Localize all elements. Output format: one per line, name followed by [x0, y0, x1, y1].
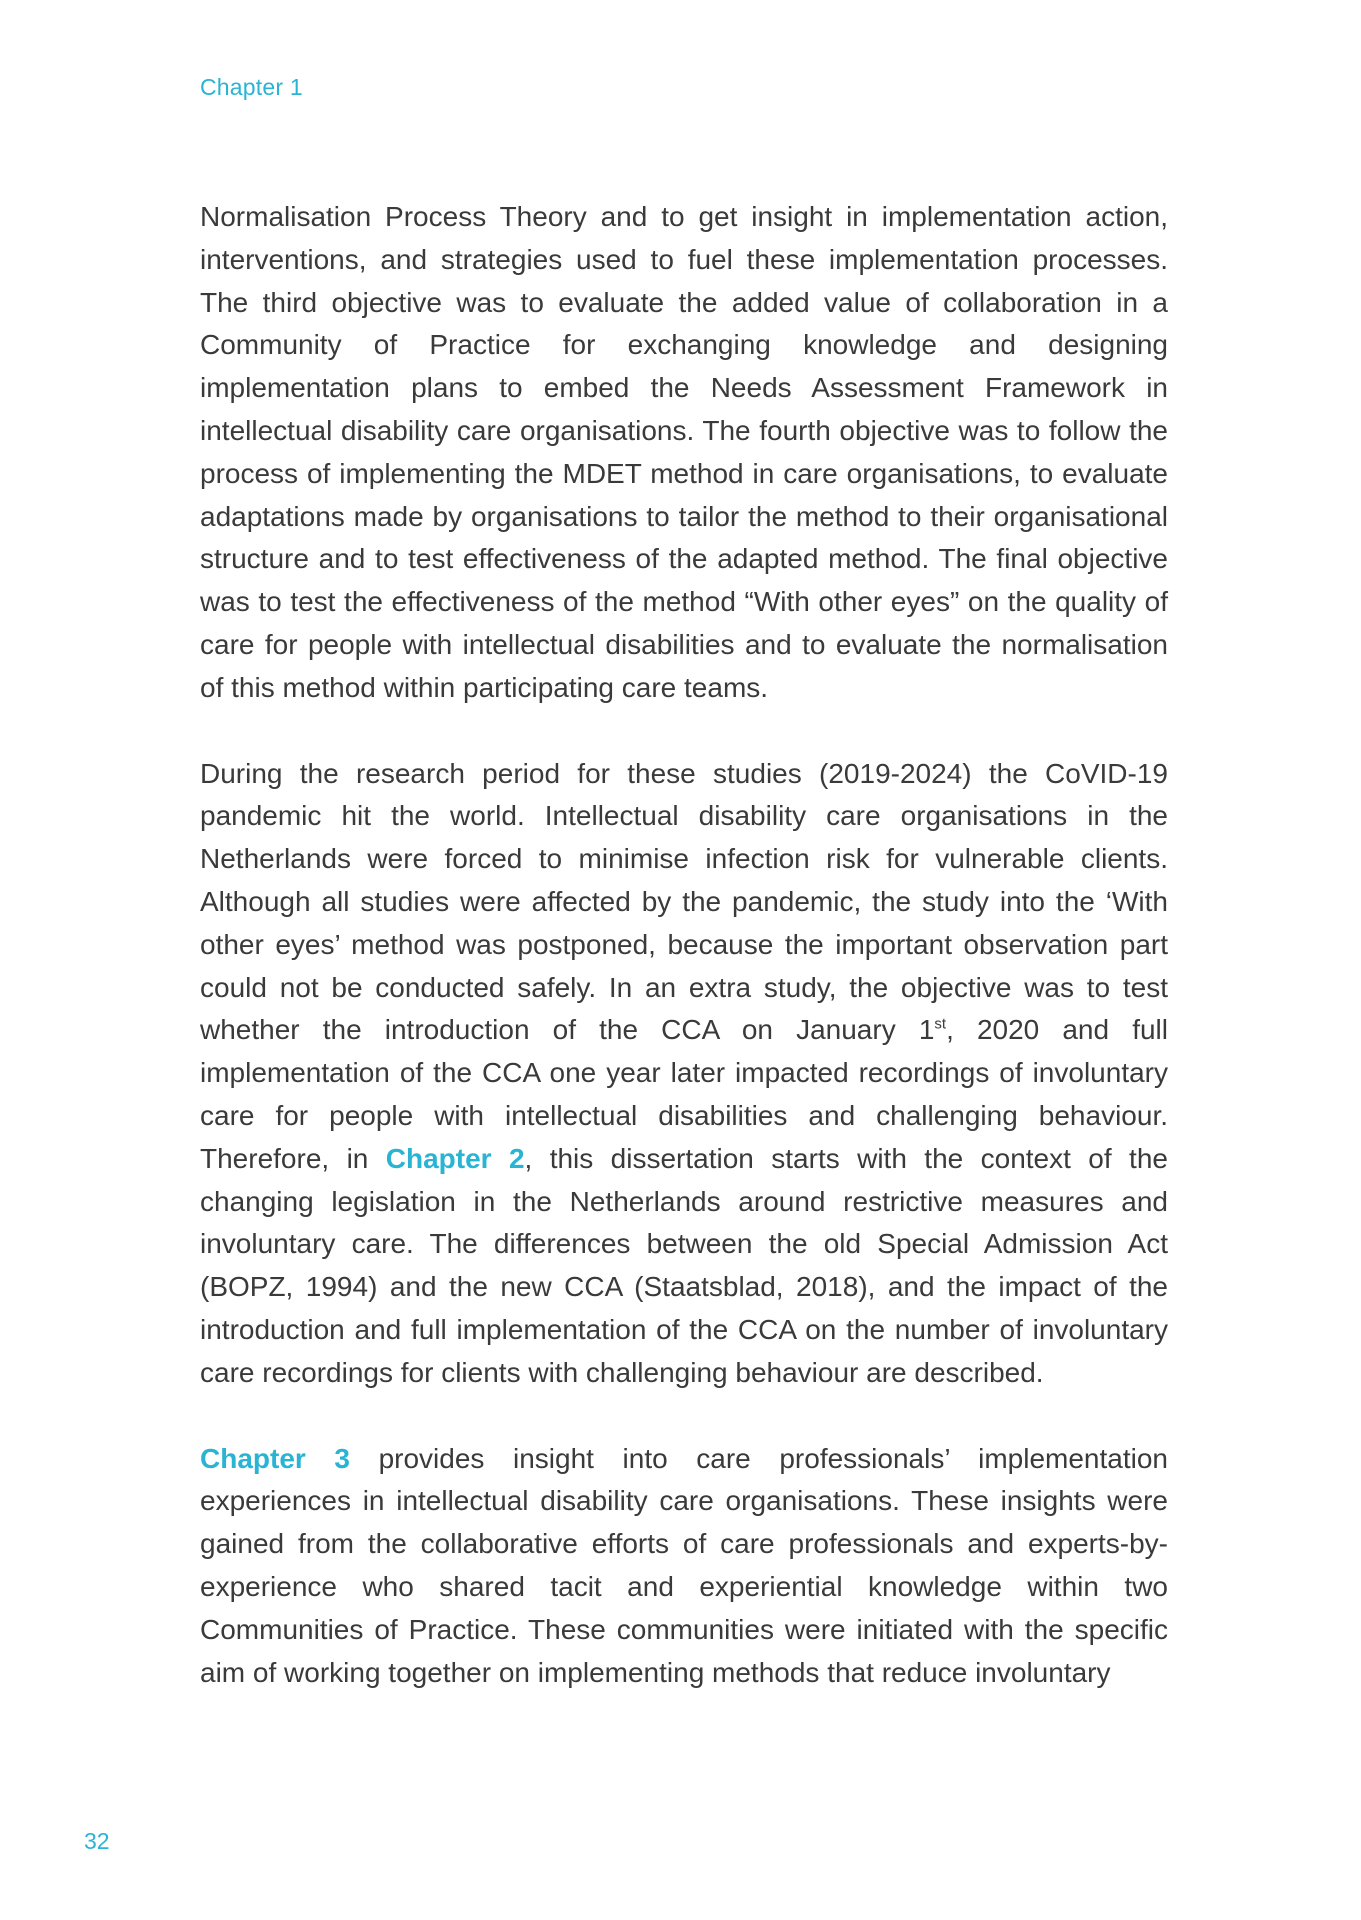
paragraph-2-text-c: , this dissertation starts with the context of the changing legislation in the Netherlands around restrictive measures and involuntary care. The differences between the old Special Admission Act (BOPZ, 1994) and the new CCA (Staatsblad, 2018), and the impact of the introduction and full implementation of the CCA on the number of involuntary care recordings for clients with challenging behaviour are described.	[200, 1142, 1168, 1388]
paragraph-3	[200, 1438, 1168, 1695]
ordinal-superscript: st	[934, 1016, 947, 1034]
paragraph-2	[200, 753, 1168, 1395]
chapter-2-reference[interactable]: Chapter 2	[385, 1142, 525, 1174]
paragraph-3-text: provides insight into care professionals’ implementation experiences in intellectual disability care organisations. These insights were gained from the collaborative efforts of care professionals and experts-by-experience who shared tacit and experiential knowledge within two Communities of Practice. These communities were initiated with the specific aim of working together on implementing methods that reduce involuntary	[200, 1442, 1168, 1688]
paragraph-1: Normalisation Process Theory and to get insight in implementation action, interventions, and strategies used to fuel these implementation processes. The third objective was to evaluate the added value of collaboration in a Community of Practice for exchanging knowledge and designing implementation plans to embed the Needs Assessment Framework in intellectual disability care organisations. The fourth objective was to follow the process of implementing the MDET method in care organisations, to evaluate adaptations made by organisations to tailor the method to their organisational structure and to test effectiveness of the adapted method. The final objective was to test the effectiveness of the method “With other eyes” on the quality of care for people with intellectual disabilities and to evaluate the normalisation of this method within participating care teams.	[200, 201, 1168, 703]
page-number: 32	[84, 1828, 110, 1854]
chapter-3-reference[interactable]: Chapter 3	[200, 1442, 350, 1474]
running-head: Chapter 1	[200, 74, 303, 100]
paragraph-2-text-b: , 2020 and full implementation of the CCA one year later impacted recordings of involuntary care for people with intellectual disabilities and challenging behaviour. Therefore, in	[200, 1014, 1168, 1174]
body-text	[200, 196, 1168, 1737]
paragraph-2-text-a: During the research period for these studies (2019-2024) the CoVID-19 pandemic hit the world. Intellectual disability care organisations in the Netherlands were forced to minimise infection risk for vulnerable clients. Although all studies were affected by the pandemic, the study into the ‘With other eyes’ method was postponed, because the important observation part could not be conducted safely. In an extra study, the objective was to test whether the introduction of the CCA on January 1	[200, 757, 1168, 1046]
